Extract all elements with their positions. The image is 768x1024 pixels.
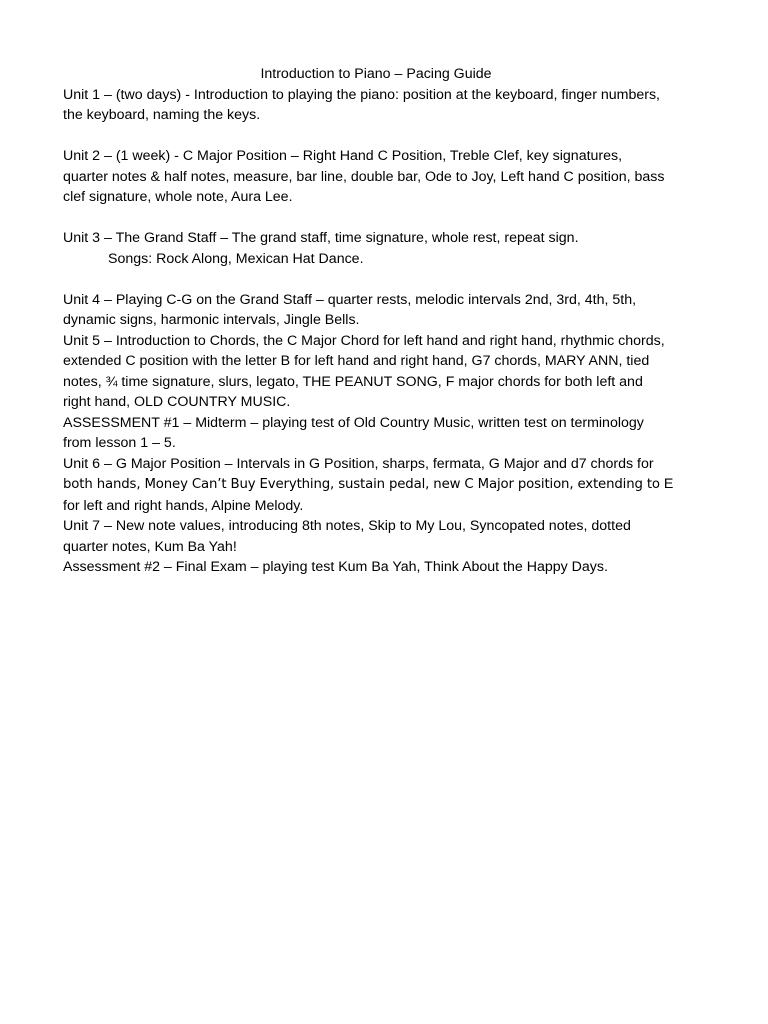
unit-5-line-2: extended C position with the letter B for left hand and right hand, G7 chords, MARY ANN, tied [63,353,650,369]
document-title: Introduction to Piano – Pacing Guide [260,66,492,82]
unit-7-line-2: quarter notes, Kum Ba Yah! [63,538,237,555]
assessment-1-line-1: ASSESSMENT #1 – Midterm – playing test of Old Country Music, written test on terminology [63,414,644,431]
unit-1-line-2: the keyboard, naming the keys. [63,107,261,123]
unit-6-line-2-end: E [659,476,674,492]
unit-1-line-1: Unit 1 – (two days) - Introduction to playing the piano: position at the keyboard, finger numbers, [63,86,660,103]
unit-2-line-1: Unit 2 – (1 week) - C Major Position – Right Hand C Position, Treble Clef, key signatures, [63,148,623,164]
unit-5-line-3: notes, ¾ time signature, slurs, legato, THE PEANUT SONG, F major chords for both left and [63,373,643,390]
unit-7-line-1: Unit 7 – New note values, introducing 8th notes, Skip to My Lou, Syncopated notes, dotted [63,518,631,534]
paragraph-gap [63,269,713,290]
paragraph-gap [63,208,713,229]
assessment-1-line-2: from lesson 1 – 5. [63,435,176,451]
unit-2-line-2: quarter notes & half notes, measure, bar line, double bar, Ode to Joy, Left hand C position, bass [63,168,665,185]
unit-4-line-1: Unit 4 – Playing C-G on the Grand Staff – quarter rests, melodic intervals 2nd, 3rd, 4th, 5th, [63,291,637,308]
document-page [63,64,713,578]
unit-2-line-3: clef signature, whole note, Aura Lee. [63,189,293,205]
unit-4-line-2: dynamic signs, harmonic intervals, Jingle Bells. [63,312,360,328]
unit-6-line-1: Unit 6 – G Major Position – Intervals in G Position, sharps, fermata, G Major and d7 chords for [63,455,654,472]
unit-3-line-1: Unit 3 – The Grand Staff – The grand staff, time signature, whole rest, repeat sign. [63,230,579,246]
paragraph-gap [63,126,713,147]
unit-6-line-2 [63,474,713,496]
assessment-2-line-1: Assessment #2 – Final Exam – playing test Kum Ba Yah, Think About the Happy Days. [63,559,608,575]
unit-5-line-4: right hand, OLD COUNTRY MUSIC. [63,394,291,410]
unit-3-songs: Songs: Rock Along, Mexican Hat Dance. [108,250,364,267]
unit-5-line-1: Unit 5 – Introduction to Chords, the C Major Chord for left hand and right hand, rhythmic chords, [63,332,665,349]
unit-6-line-3: for left and right hands, Alpine Melody. [63,497,304,514]
unit-6-line-2-alt-text: both hands, Money Can’t Buy Everything, sustain pedal, new C Major position, extending to [63,477,660,492]
